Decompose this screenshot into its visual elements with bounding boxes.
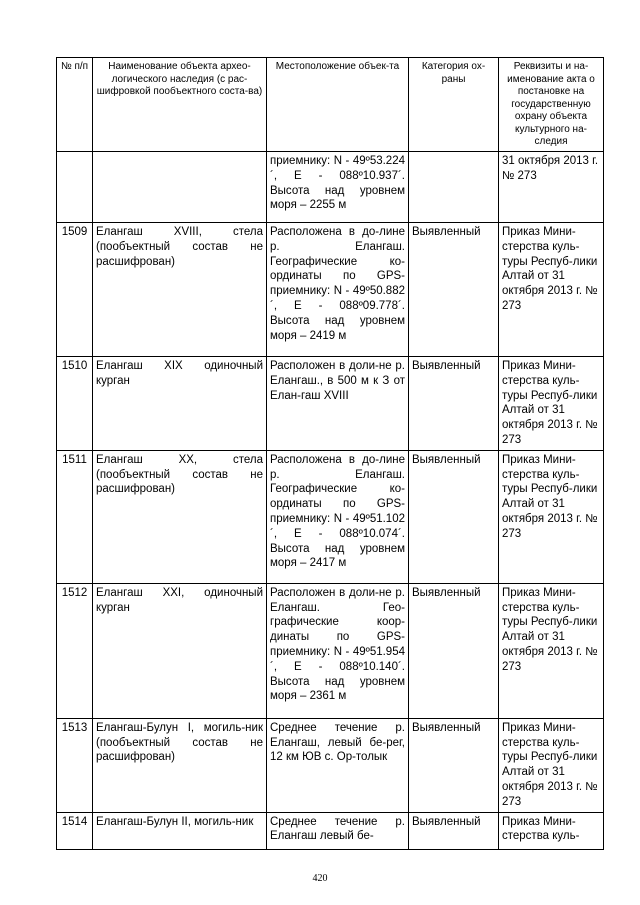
act-details: 31 октября 2013 г. № 273	[499, 152, 604, 223]
act-details: Приказ Мини-стерства куль-туры Респуб-лики Алтай от 31 октября 2013 г. № 273	[499, 223, 604, 357]
header-object-name: Наименование объекта архео-логического наследия (с рас-шифровкой пообъектного соста-ва)	[93, 58, 267, 152]
table-row	[57, 812, 604, 849]
page-number: 420	[312, 873, 328, 884]
table-row	[57, 718, 604, 812]
object-name: Елангаш-Булун I, могиль-ник (пообъектный состав не расшифрован)	[93, 718, 267, 812]
object-location: Среднее течение р. Елангаш левый бе-	[267, 812, 409, 849]
header-protection-category: Категория ох-раны	[409, 58, 499, 152]
act-details: Приказ Мини-стерства куль-туры Респуб-лики Алтай от 31 октября 2013 г. № 273	[499, 718, 604, 812]
act-details: Приказ Мини-стерства куль-туры Респуб-лики Алтай от 31 октября 2013 г. № 273	[499, 583, 604, 718]
object-name	[93, 152, 267, 223]
row-number: 1511	[57, 450, 93, 583]
object-location: Расположена в до-лине р. Елангаш. Географические ко-ординаты по GPS-приемнику: N - 49º50.882´, E - 088º09.778´. Высота над уровнем моря – 2419 м	[267, 223, 409, 357]
table-row	[57, 223, 604, 357]
table-row	[57, 450, 604, 583]
table-header-row	[57, 58, 604, 152]
protection-category: Выявленный	[409, 450, 499, 583]
object-location: Среднее течение р. Елангаш, левый бе-рег, 12 км ЮВ с. Ор-толык	[267, 718, 409, 812]
header-act-details: Реквизиты и на-именование акта о постановке на государственную охрану объекта культурного на-следия	[499, 58, 604, 152]
protection-category: Выявленный	[409, 357, 499, 451]
protection-category: Выявленный	[409, 718, 499, 812]
row-number: 1513	[57, 718, 93, 812]
act-details: Приказ Мини-стерства куль-туры Респуб-лики Алтай от 31 октября 2013 г. № 273	[499, 450, 604, 583]
row-number: 1512	[57, 583, 93, 718]
object-name: Елангаш XIX одиночный курган	[93, 357, 267, 451]
row-number: 1509	[57, 223, 93, 357]
object-name: Елангаш XX, стела (пообъектный состав не расшифрован)	[93, 450, 267, 583]
row-number	[57, 152, 93, 223]
header-number: № п/п	[57, 58, 93, 152]
protection-category: Выявленный	[409, 583, 499, 718]
protection-category: Выявленный	[409, 223, 499, 357]
act-details: Приказ Мини-стерства куль-туры Респуб-лики Алтай от 31 октября 2013 г. № 273	[499, 357, 604, 451]
header-location: Местоположение объек-та	[267, 58, 409, 152]
row-number: 1514	[57, 812, 93, 849]
table-row	[57, 357, 604, 451]
object-location: приемнику: N - 49º53.224´, E - 088º10.937´. Высота над уровнем моря – 2255 м	[267, 152, 409, 223]
row-number: 1510	[57, 357, 93, 451]
protection-category: Выявленный	[409, 812, 499, 849]
object-name: Елангаш XXI, одиночный курган	[93, 583, 267, 718]
protection-category	[409, 152, 499, 223]
object-name: Елангаш-Булун II, могиль-ник	[93, 812, 267, 849]
object-name: Елангаш XVIII, стела (пообъектный состав не расшифрован)	[93, 223, 267, 357]
object-location: Расположен в доли-не р. Елангаш. Гео-графические коор-динаты по GPS-приемнику: N - 49º51.954´, E - 088º10.140´. Высота над уровнем моря – 2361 м	[267, 583, 409, 718]
table-row	[57, 583, 604, 718]
object-location: Расположен в доли-не р. Елангаш., в 500 м к З от Елан-гаш XVIII	[267, 357, 409, 451]
object-location: Расположена в до-лине р. Елангаш. Географические ко-ординаты по GPS-приемнику: N - 49º51.102´, E - 088º10.074´. Высота над уровнем моря – 2417 м	[267, 450, 409, 583]
heritage-register-table	[56, 57, 604, 850]
table-row	[57, 152, 604, 223]
act-details: Приказ Мини-стерства куль-	[499, 812, 604, 849]
